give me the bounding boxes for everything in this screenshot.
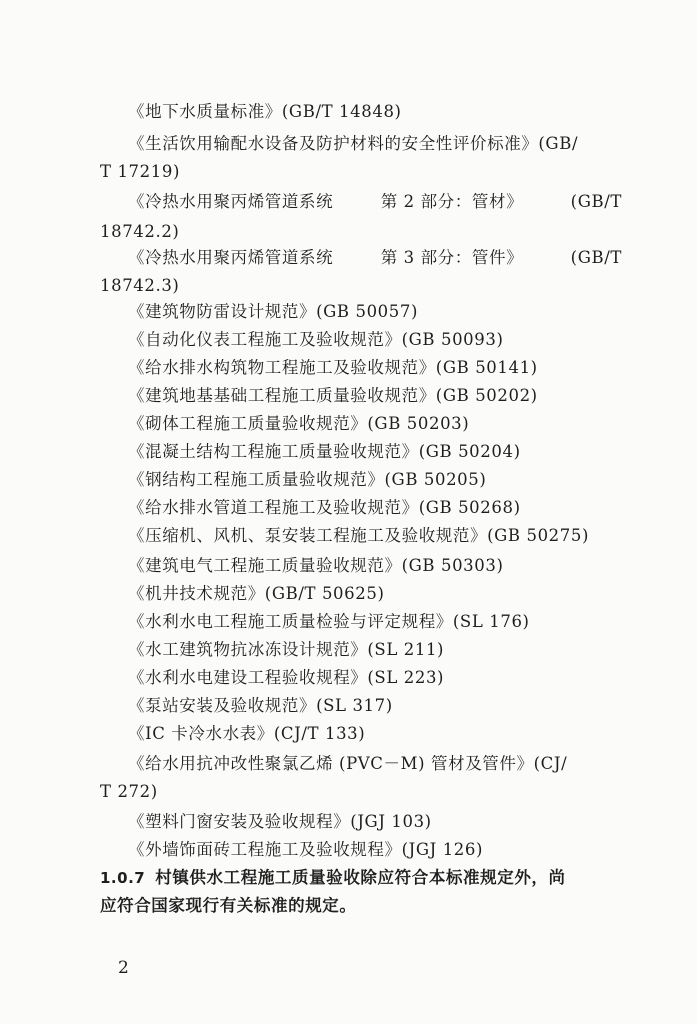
clause-text-continued: 应符合国家现行有关标准的规定。 [100,896,357,915]
reference-line: 《IC 卡冷水水表》(CJ/T 133) [128,724,366,743]
reference-code-part: (GB/T [570,248,622,267]
reference-line: 《给水排水管道工程施工及验收规范》(GB 50268) [128,498,521,517]
reference-line [128,248,622,268]
reference-line-continued: T 17219) [100,162,180,181]
reference-line: 《地下水质量标准》(GB/T 14848) [128,102,402,121]
reference-line [128,192,622,212]
reference-line: 《给水用抗冲改性聚氯乙烯 (PVC－M) 管材及管件》(CJ/ [128,754,568,773]
reference-line: 《压缩机、风机、泵安装工程施工及验收规范》(GB 50275) [128,526,590,545]
reference-title-part: 《冷热水用聚丙烯管道系统 [128,248,334,267]
clause-number: 1.0.7 [100,869,146,887]
reference-line: 《水工建筑物抗冰冻设计规范》(SL 211) [128,640,445,659]
reference-title-part: 第 2 部分：管材》 [380,192,524,211]
reference-line: 《机井技术规范》(GB/T 50625) [128,584,385,603]
reference-line: 《生活饮用输配水设备及防护材料的安全性评价标准》(GB/ [128,134,579,153]
reference-code-part: (GB/T [570,192,622,211]
reference-line: 《给水排水构筑物工程施工及验收规范》(GB 50141) [128,358,538,377]
clause-text: 村镇供水工程施工质量验收除应符合本标准规定外，尚 [155,868,566,887]
reference-line: 《外墙饰面砖工程施工及验收规程》(JGJ 126) [128,840,484,859]
reference-title-part: 《冷热水用聚丙烯管道系统 [128,192,334,211]
reference-line: 《自动化仪表工程施工及验收规范》(GB 50093) [128,330,504,349]
reference-line: 《泵站安装及验收规范》(SL 317) [128,696,393,715]
reference-line: 《混凝土结构工程施工质量验收规范》(GB 50204) [128,442,521,461]
reference-line-continued: 18742.3) [100,276,180,295]
reference-line: 《建筑电气工程施工质量验收规范》(GB 50303) [128,556,504,575]
reference-line: 《水利水电工程施工质量检验与评定规程》(SL 176) [128,612,530,631]
clause-paragraph [100,868,566,888]
reference-line: 《砌体工程施工质量验收规范》(GB 50203) [128,414,470,433]
reference-line: 《钢结构工程施工质量验收规范》(GB 50205) [128,470,487,489]
reference-line-continued: 18742.2) [100,222,180,241]
reference-line-continued: T 272) [100,782,158,801]
page-number: 2 [118,958,129,978]
reference-line: 《建筑物防雷设计规范》(GB 50057) [128,302,419,321]
reference-line: 《水利水电建设工程验收规程》(SL 223) [128,668,445,687]
reference-title-part: 第 3 部分：管件》 [380,248,524,267]
reference-line: 《塑料门窗安装及验收规程》(JGJ 103) [128,812,432,831]
reference-line: 《建筑地基基础工程施工质量验收规范》(GB 50202) [128,386,538,405]
